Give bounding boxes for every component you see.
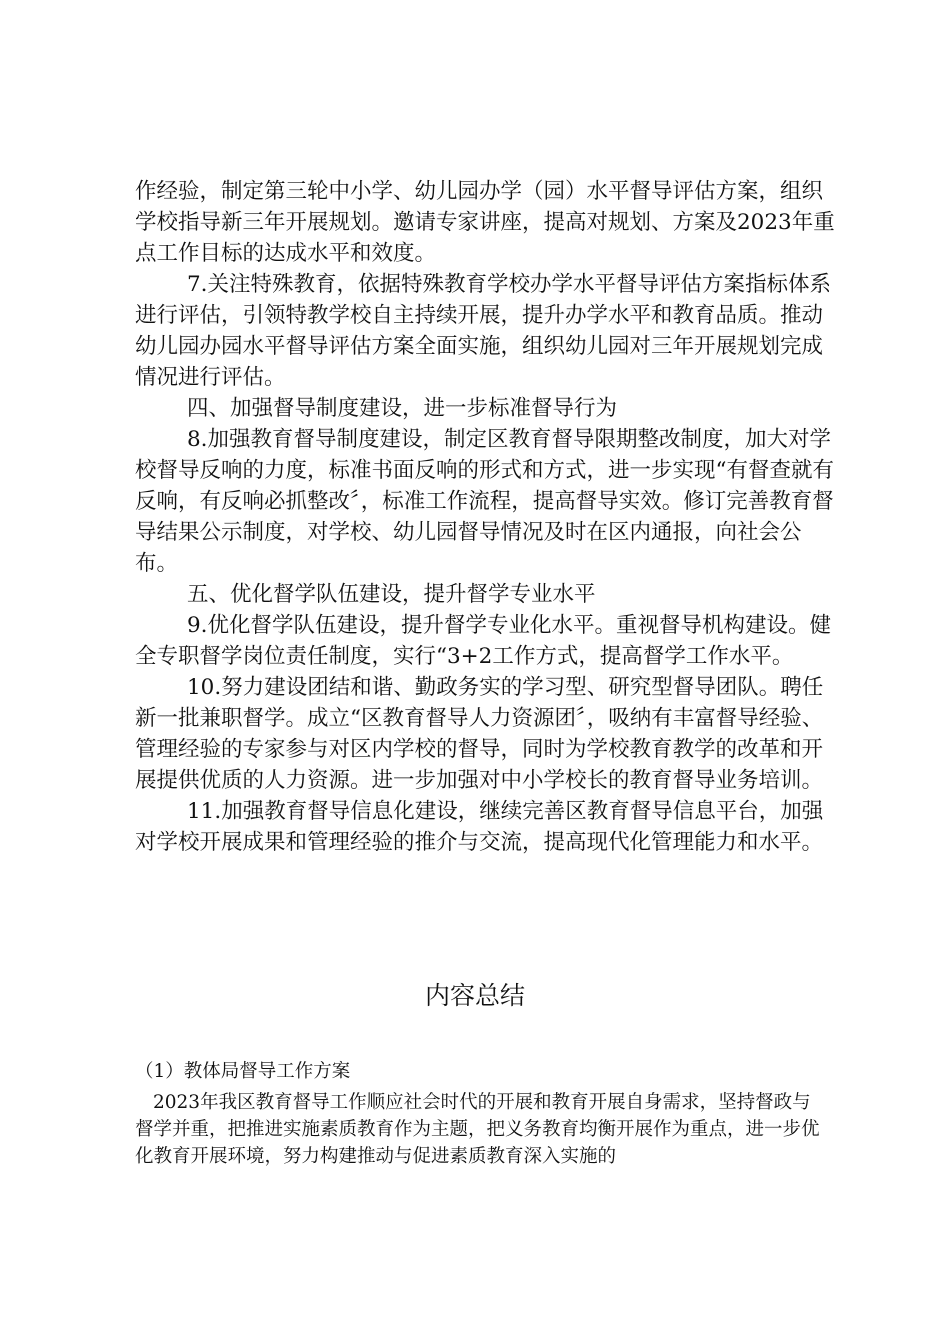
paragraph-item-7: 7.关注特殊教育，依据特殊教育学校办学水平督导评估方案指标体系进行评估，引领特教学校自主持续开展，提升办学水平和教育品质。推动幼儿园办园水平督导评估方案全面实施，组织幼儿园对三年开展规划完成情况进行评估。 (135, 272, 832, 390)
paragraph-item-9: 9.优化督学队伍建设，提升督学专业化水平。重视督导机构建设。健全专职督学岗位责任制度，实行“3+2工作方式，提高督学工作水平。 (135, 613, 832, 669)
summary-title: 内容总结 (424, 981, 525, 1010)
summary-section (135, 1058, 825, 1170)
section-heading-4: 四、加强督导制度建设，进一步标准督导行为 (187, 396, 618, 421)
summary-heading: （1）教体局督导工作方案 (135, 1061, 351, 1082)
paragraph-item-8: 8.加强教育督导制度建设，制定区教育督导限期整改制度，加大对学校督导反响的力度，标准书面反响的形式和方式，进一步实现“有督查就有反响，有反响必抓整改〞，标准工作流程，提高督导实效。修订完善教育督导结果公示制度，对学校、幼儿园督导情况及时在区内通报，向社会公布。 (135, 427, 834, 576)
paragraph-continuation: 作经验，制定第三轮中小学、幼儿园办学（园）水平督导评估方案，组织学校指导新三年开展规划。邀请专家讲座，提高对规划、方案及2023年重点工作目标的达成水平和效度。 (135, 179, 835, 266)
document-body (135, 176, 835, 858)
paragraph-item-11: 11.加强教育督导信息化建设，继续完善区教育督导信息平台，加强对学校开展成果和管理经验的推介与交流，提高现代化管理能力和水平。 (135, 799, 824, 855)
paragraph-item-10: 10.努力建设团结和谐、勤政务实的学习型、研究型督导团队。聘任新一批兼职督学。成立“区教育督导人力资源团〞，吸纳有丰富督导经验、管理经验的专家参与对区内学校的督导，同时为学校教育教学的改革和开展提供优质的人力资源。进一步加强对中小学校长的教育督导业务培训。 (135, 675, 824, 793)
section-heading-5: 五、优化督学队伍建设，提升督学专业水平 (187, 582, 596, 607)
summary-paragraph: 2023年我区教育督导工作顺应社会时代的开展和教育开展自身需求，坚持督政与督学并重，把推进实施素质教育作为主题，把义务教育均衡开展作为重点，进一步优化教育开展环境，努力构建推动与促进素质教育深入实施的 (135, 1092, 820, 1167)
